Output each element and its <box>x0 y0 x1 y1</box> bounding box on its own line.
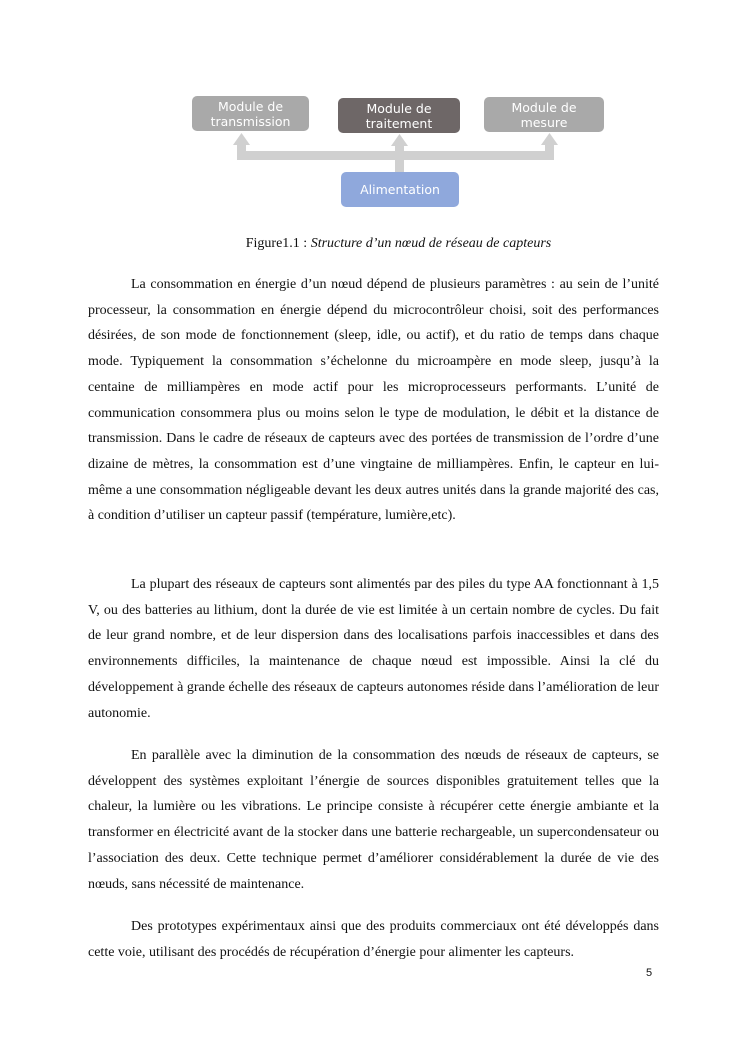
paragraph-text: La plupart des réseaux de capteurs sont alimentés par des piles du type AA fonctionnant à 1,5 V, ou des batteries au lithium, dont la durée de vie est limitée à un certain nombre de cycles. Du fait de leur grand nombre, et de leur dispersion dans des localisations parfois inaccessibles et dans des environnements difficiles, la maintenance de chaque nœud est impossible. Ainsi la clé du développement à grande échelle des réseaux de capteurs autonomes réside dans l’amélioration de leur autonomie. <box>88 577 659 721</box>
arrow-head-left <box>233 133 250 145</box>
processing-module-box <box>338 98 460 133</box>
paragraph-text: En parallèle avec la diminution de la consommation des nœuds de réseaux de capteurs, se développent des systèmes exploitant l’énergie de sources disponibles gratuitement telles que la chaleur, la lumière ou les vibrations. Le principe consiste à récupérer cette énergie ambiante et la transformer en électricité avant de la stocker dans une batterie rechargeable, un supercondensateur ou l’association des deux. Cette technique permet d’améliorer considérablement la durée de vie des nœuds, sans nécessité de maintenance. <box>88 748 659 892</box>
measurement-module-label-line2: mesure <box>520 114 568 130</box>
paragraph-energy-harvesting <box>88 743 659 897</box>
figure-caption-title: Structure d’un nœud de réseau de capteurs <box>310 236 552 251</box>
figure-caption-label: Figure1.1 : <box>245 236 311 251</box>
paragraph-text: Des prototypes expérimentaux ainsi que des produits commerciaux ont été développés dans cette voie, utilisant des procédés de récupération d’énergie pour alimenter les capteurs. <box>88 919 659 960</box>
power-supply-label: Alimentation <box>360 182 440 197</box>
paragraph-prototypes <box>88 914 659 965</box>
transmission-module-label-line2: transmission <box>210 113 291 129</box>
measurement-module-label-line1: Module de <box>511 99 577 115</box>
paragraph-batteries <box>88 572 659 726</box>
processing-module-label-line2: traitement <box>365 115 433 131</box>
arrow-branch-left <box>237 145 246 160</box>
transmission-module-label-line1: Module de <box>217 98 284 114</box>
arrow-branch-center <box>395 145 404 160</box>
arrow-head-center <box>391 134 408 146</box>
arrow-head-right <box>541 133 558 145</box>
processing-module-label-line1: Module de <box>366 100 432 116</box>
measurement-module-box <box>484 97 604 132</box>
paragraph-energy-consumption <box>88 272 659 529</box>
paragraph-text: La consommation en énergie d’un nœud dépend de plusieurs paramètres : au sein de l’unité processeur, la consommation en énergie dépend du microcontrôleur choisi, soit des performances désirées, de son mode de fonctionnement (sleep, idle, ou actif), et du ratio de temps dans chaque mode. Typiquement la consommation s’échelonne du microampère en mode sleep, jusqu’à la centaine de milliampères en mode actif pour les microprocesseurs performants. L’unité de communication consommera plus ou moins selon le type de modulation, le débit et la distance de transmission. Dans le cadre de réseaux de capteurs avec des portées de transmission de l’ordre d’une dizaine de mètres, la consommation est d’une vingtaine de milliampères. Enfin, le capteur en lui-même a une consommation négligeable devant les deux autres unités dans la grande majorité des cas, à condition d’utiliser un capteur passif (température, lumière,etc). <box>88 277 659 524</box>
page-number: 5 <box>646 967 653 979</box>
figure-caption <box>0 234 745 254</box>
power-supply-box <box>341 172 459 207</box>
transmission-module-box <box>192 96 309 131</box>
sensor-node-diagram <box>0 0 745 230</box>
arrow-branch-right <box>545 145 554 160</box>
